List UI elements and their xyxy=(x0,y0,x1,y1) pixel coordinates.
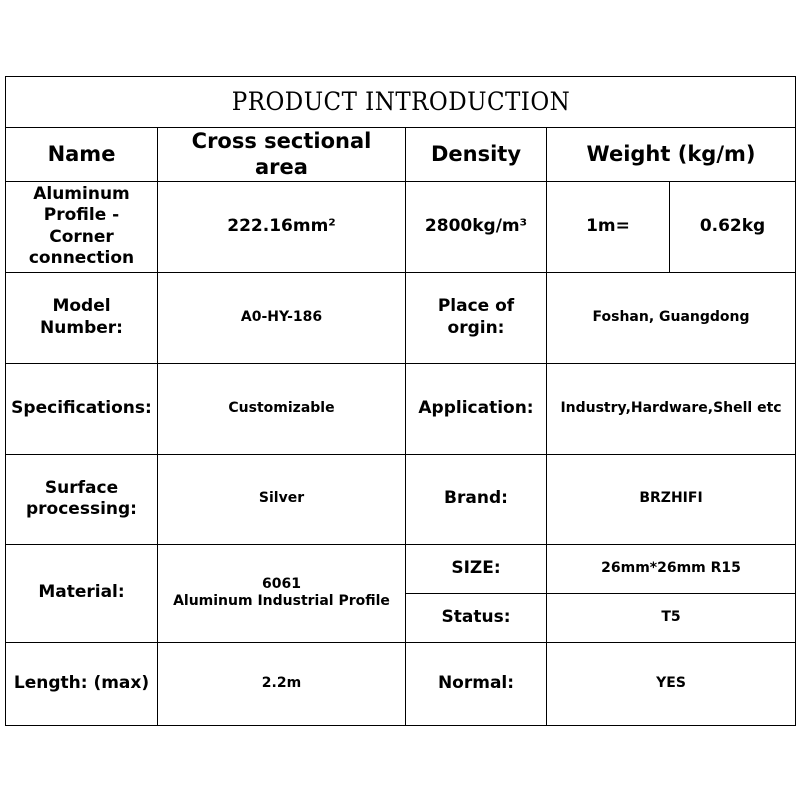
material-value-line: Aluminum Industrial Profile xyxy=(173,593,390,609)
weight-label: 1m= xyxy=(547,181,670,272)
header-cross-sectional-area: Cross sectional area xyxy=(158,128,406,182)
density-value: 2800kg/m³ xyxy=(406,181,547,272)
place-of-origin-label xyxy=(406,272,547,363)
surface-processing-value: Silver xyxy=(158,454,406,544)
place-of-origin-label-line: orgin: xyxy=(447,317,505,338)
brand-label: Brand: xyxy=(406,454,547,544)
product-name-line: connection xyxy=(28,247,135,268)
size-value: 26mm*26mm R15 xyxy=(547,544,796,593)
status-value: T5 xyxy=(547,593,796,642)
material-value-line: 6061 xyxy=(262,575,301,592)
header-name: Name xyxy=(6,128,158,182)
model-number-label-line: Model xyxy=(52,296,111,317)
normal-value: YES xyxy=(547,642,796,725)
specifications-value: Customizable xyxy=(158,363,406,454)
model-number-label xyxy=(6,272,158,363)
place-of-origin-label-line: Place of xyxy=(437,296,515,317)
normal-label: Normal: xyxy=(406,642,547,725)
product-name-line: Profile - Corner xyxy=(43,205,120,247)
table-title: PRODUCT INTRODUCTION xyxy=(37,77,764,128)
surface-processing-label-line: Surface xyxy=(44,477,119,498)
application-value: Industry,Hardware,Shell etc xyxy=(547,363,796,454)
material-label: Material: xyxy=(6,544,158,642)
product-name-line: Aluminum xyxy=(33,184,130,204)
application-label: Application: xyxy=(406,363,547,454)
size-label: SIZE: xyxy=(406,544,547,593)
specifications-label: Specifications: xyxy=(6,363,158,454)
weight-value: 0.62kg xyxy=(670,181,796,272)
surface-processing-label-line: processing: xyxy=(26,499,137,519)
cross-sectional-area-value: 222.16mm² xyxy=(158,181,406,272)
model-number-label-line: Number: xyxy=(40,317,123,338)
brand-value: BRZHIFI xyxy=(547,454,796,544)
product-spec-table xyxy=(5,76,796,726)
length-label: Length: (max) xyxy=(6,642,158,725)
product-name-cell xyxy=(6,181,158,272)
header-weight: Weight (kg/m) xyxy=(547,128,796,182)
surface-processing-label xyxy=(6,454,158,544)
length-value: 2.2m xyxy=(158,642,406,725)
material-value xyxy=(158,544,406,642)
place-of-origin-value: Foshan, Guangdong xyxy=(547,272,796,363)
model-number-value: A0-HY-186 xyxy=(158,272,406,363)
status-label: Status: xyxy=(406,593,547,642)
header-density: Density xyxy=(406,128,547,182)
